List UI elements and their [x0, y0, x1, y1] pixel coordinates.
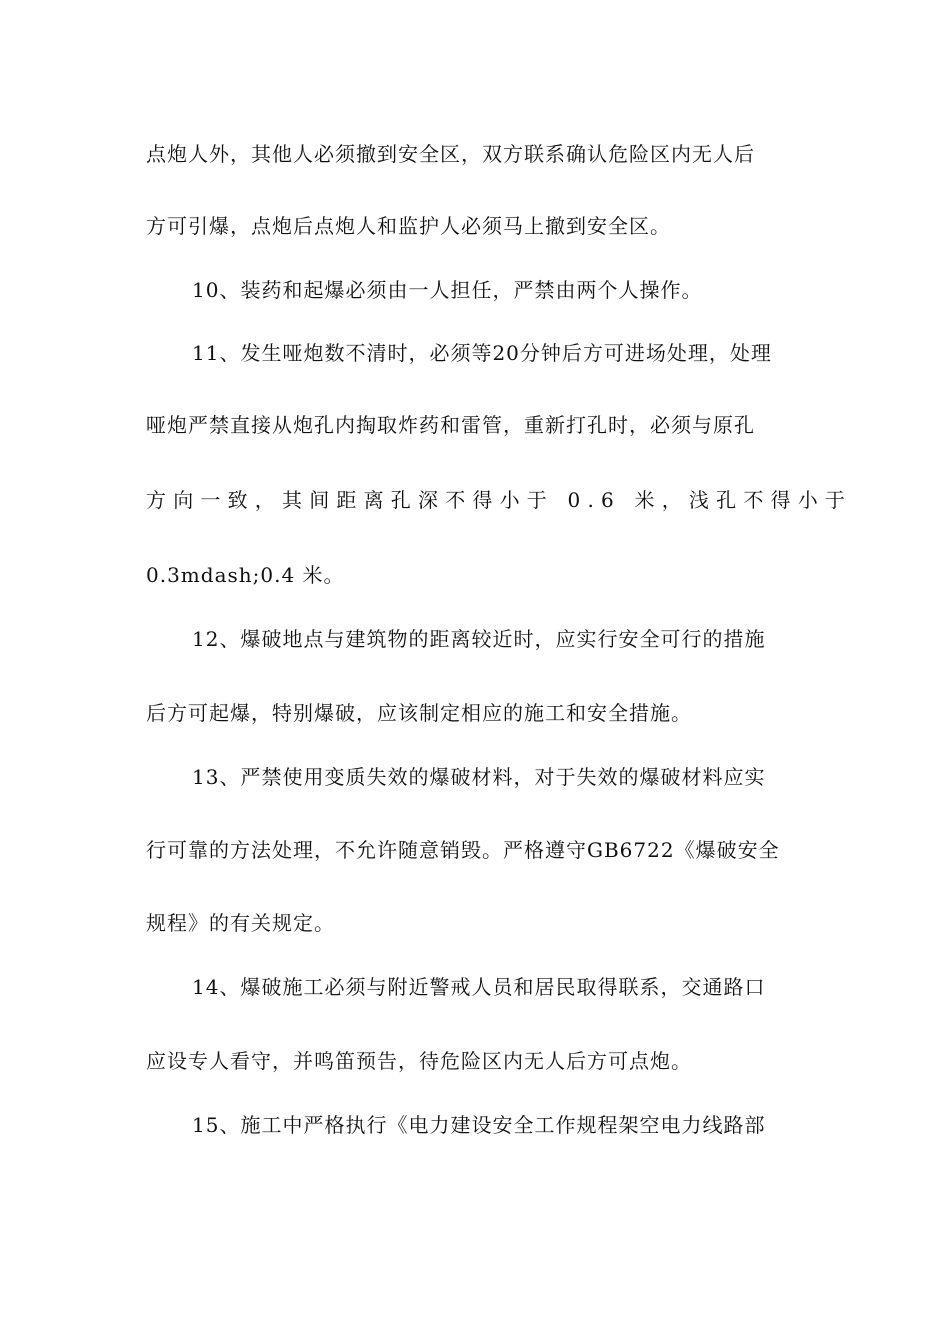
paragraph-11: 11、发生哑炮数不清时，必须等20分钟后方可进场处理，处理: [192, 341, 772, 365]
text-line: 行可靠的方法处理，不允许随意销毁。严格遵守GB6722《爆破安全: [146, 838, 780, 862]
text-line: 后方可起爆，特别爆破，应该制定相应的施工和安全措施。: [146, 701, 692, 725]
text-line: 应设专人看守，并鸣笛预告，待危险区内无人后方可点炮。: [146, 1049, 692, 1073]
paragraph-15: 15、施工中严格执行《电力建设安全工作规程架空电力线路部: [192, 1113, 766, 1137]
text-line: 哑炮严禁直接从炮孔内掏取炸药和雷管，重新打孔时，必须与原孔: [146, 413, 755, 437]
paragraph-14: 14、爆破施工必须与附近警戒人员和居民取得联系，交通路口: [192, 975, 766, 999]
text-line: 方向一致，其间距离孔深不得小于 0.6 米，浅孔不得小于: [146, 488, 853, 512]
paragraph-10: 10、装药和起爆必须由一人担任，严禁由两个人操作。: [192, 278, 703, 302]
text-line: 规程》的有关规定。: [146, 911, 335, 935]
text-line: 方可引爆，点炮后点炮人和监护人必须马上撤到安全区。: [146, 214, 671, 238]
text-line: 0.3mdash;0.4 米。: [146, 563, 345, 587]
paragraph-13: 13、严禁使用变质失效的爆破材料，对于失效的爆破材料应实: [192, 765, 766, 789]
text-line: 点炮人外，其他人必须撤到安全区，双方联系确认危险区内无人后: [146, 142, 755, 166]
paragraph-12: 12、爆破地点与建筑物的距离较近时，应实行安全可行的措施: [192, 627, 766, 651]
